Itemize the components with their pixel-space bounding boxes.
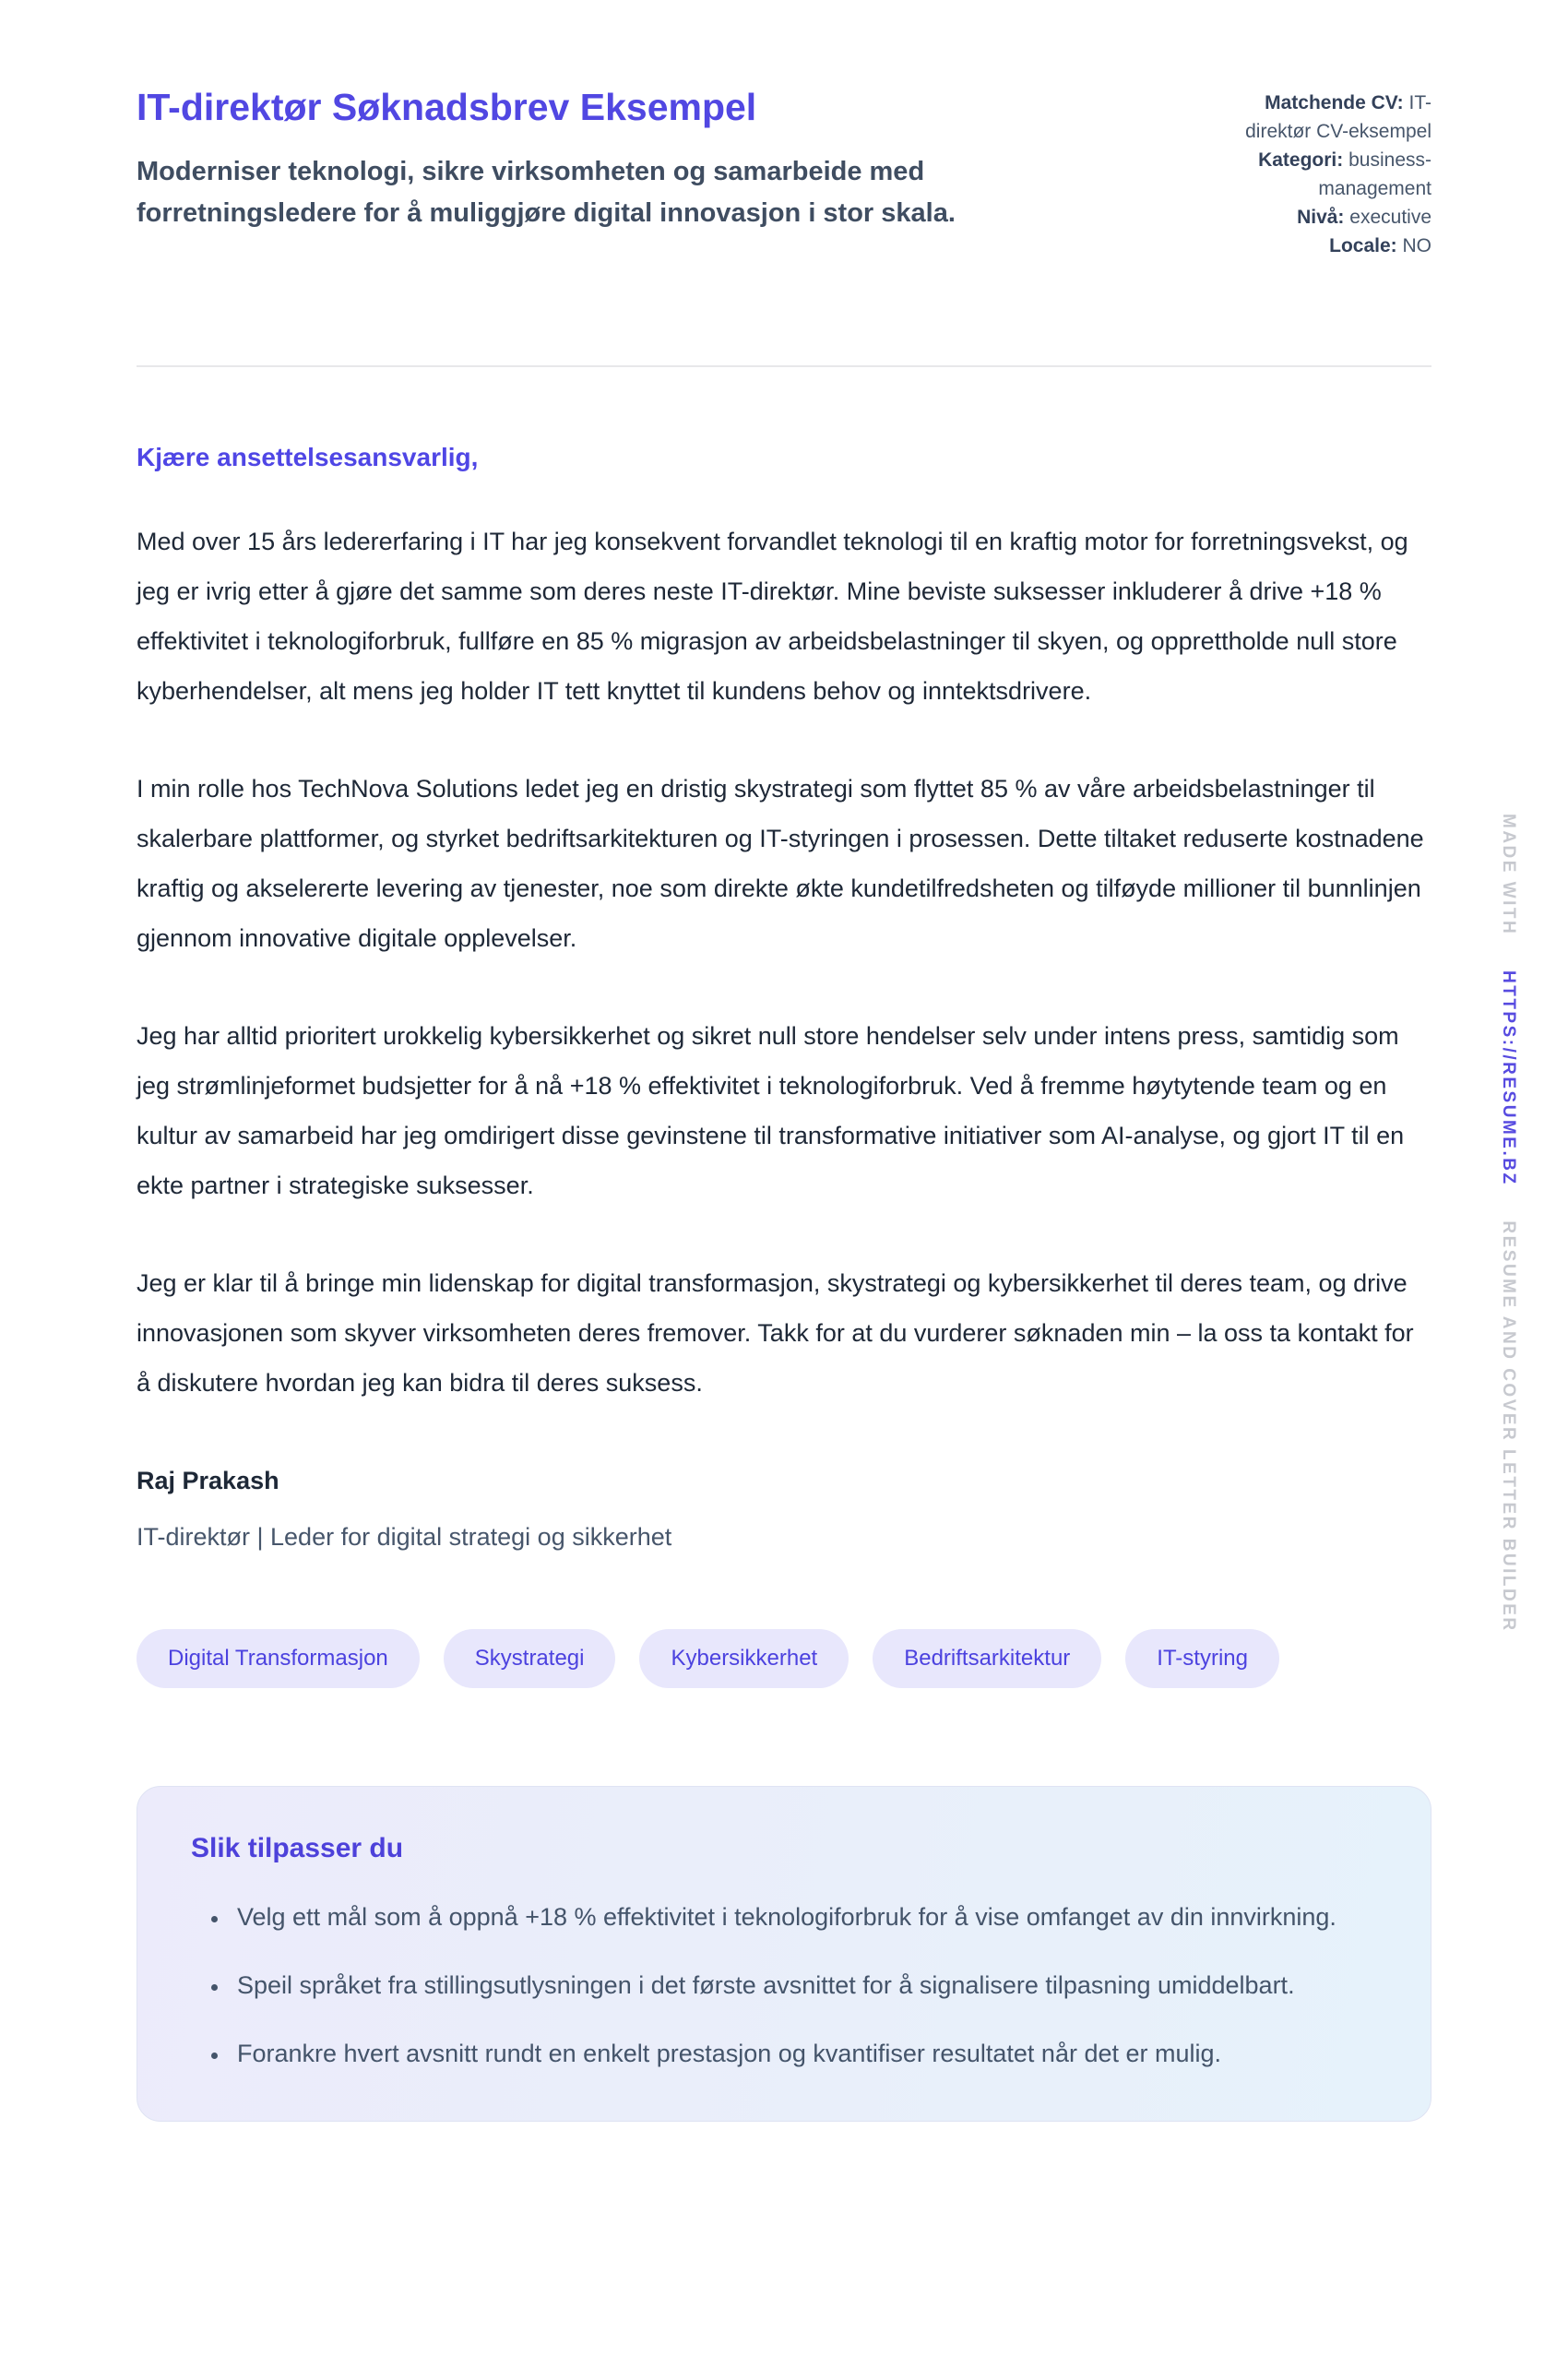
signature-title: IT-direktør | Leder for digital strategi og sikkerhet	[137, 1523, 672, 1551]
letter-paragraph: Med over 15 års ledererfaring i IT har jeg konsekvent forvandlet teknologi til en kraftig motor for forretningsvekst, og jeg er ivrig etter å gjøre det samme som deres neste IT-direktør. Mine beviste suksesser inkluderer å drive +18 % effektivitet i teknologiforbruk, fullføre en 85 % migrasjon av arbeidsbelastninger til skyen, og opprettholde null store kyberhendelser, alt mens jeg holder IT tett knyttet til kundens behov og inntektsdrivere.	[137, 528, 1408, 705]
letter-greeting: Kjære ansettelsesansvarlig,	[137, 443, 479, 471]
tag-skystrategi[interactable]: Skystrategi	[444, 1629, 616, 1688]
letter-paragraph: Jeg er klar til å bringe min lidenskap for digital transformasjon, skystrategi og kybersikkerhet til deres team, og drive innovasjonen som skyver virksomheten deres fremover. Takk for at du vurderer søknaden min – la oss ta kontakt for å diskutere hvordan jeg kan bidra til deres suksess.	[137, 1269, 1414, 1397]
page-subtitle: Moderniser teknologi, sikre virksomheten og samarbeide med forretningsledere for å muliggjøre digital innovasjon i stor skala.	[137, 157, 956, 228]
tag-bedriftsarkitektur[interactable]: Bedriftsarkitektur	[873, 1629, 1101, 1688]
tag-it-styring[interactable]: IT-styring	[1125, 1629, 1279, 1688]
tag-kybersikkerhet[interactable]: Kybersikkerhet	[639, 1629, 849, 1688]
skill-tags	[137, 1629, 1431, 1688]
customization-tips-box	[137, 1786, 1431, 2122]
meta-category	[1236, 146, 1431, 203]
page-header	[137, 85, 1431, 260]
meta-label: Locale:	[1329, 235, 1397, 256]
meta-value: business-management	[1318, 149, 1431, 199]
letter-paragraph: I min rolle hos TechNova Solutions ledet jeg en dristig skystrategi som flyttet 85 % av våre arbeidsbelastninger til skalerbare plattformer, og styrket bedriftsarkitekturen og IT-styringen i prosessen. Dette tiltaket reduserte kostnadene kraftig og akselererte levering av tjenester, noe som direkte økte kundetilfredsheten og tilføyde millioner til bunnlinjen gjennom innovative digitale opplevelser.	[137, 775, 1424, 952]
letter-paragraph: Jeg har alltid prioritert urokkelig kybersikkerhet og sikret null store hendelser selv under intens press, samtidig som jeg strømlinjeformet budsjetter for å nå +18 % effektivitet i teknologiforbruk. Ved å fremme høytytende team og en kultur av samarbeid har jeg omdirigert disse gevinstene til transformative initiativer som AI-analyse, og gjort IT til en ekte partner i strategiske suksesser.	[137, 1022, 1405, 1199]
tips-list	[191, 1894, 1377, 2076]
meta-value: IT-direktør CV-eksempel	[1245, 92, 1431, 142]
watermark-resume-bz-link[interactable]: HTTPS://RESUME.BZ	[1499, 970, 1518, 1186]
tag-digital-transformasjon[interactable]: Digital Transformasjon	[137, 1629, 420, 1688]
signature-block	[137, 1465, 1431, 1553]
meta-value: NO	[1402, 235, 1431, 256]
meta-label: Kategori:	[1258, 149, 1344, 171]
watermark-made-with: MADE WITH	[1499, 814, 1518, 936]
tips-heading: Slik tilpasser du	[191, 1833, 404, 1863]
meta-label: Nivå:	[1297, 207, 1345, 228]
tip-item: • Speil språket fra stillingsutlysningen i det første avsnittet for å signalisere tilpasning umiddelbart.	[230, 1962, 1377, 2008]
tip-item: • Forankre hvert avsnitt rundt en enkelt prestasjon og kvantifiser resultatet når det er mulig.	[230, 2030, 1377, 2076]
signature-name: Raj Prakash	[137, 1467, 279, 1494]
tip-item: • Velg ett mål som å oppnå +18 % effektivitet i teknologiforbruk for å vise omfanget av din innvirkning.	[230, 1894, 1377, 1940]
meta-matching-cv	[1236, 89, 1431, 146]
meta-value: executive	[1349, 207, 1431, 228]
page-title: IT-direktør Søknadsbrev Eksempel	[137, 86, 757, 128]
meta-label: Matchende CV:	[1265, 92, 1404, 113]
document-meta	[1236, 89, 1431, 260]
vertical-watermark	[1498, 814, 1518, 1633]
meta-locale	[1236, 232, 1431, 260]
letter-body	[137, 517, 1431, 1408]
meta-level	[1236, 203, 1431, 232]
header-divider	[137, 365, 1431, 367]
watermark-builder-text: RESUME AND COVER LETTER BUILDER	[1499, 1220, 1518, 1633]
